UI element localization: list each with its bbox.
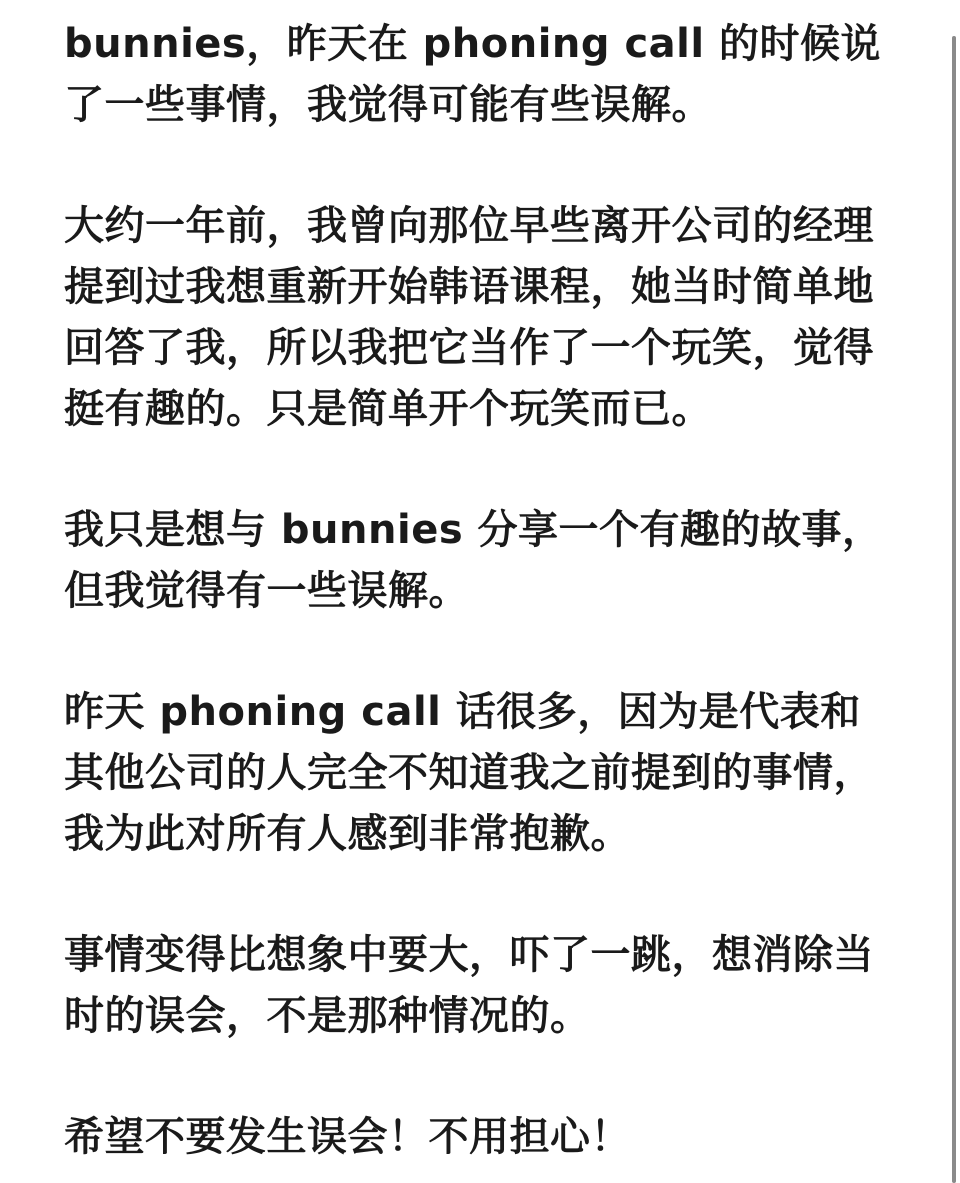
paragraph-1: bunnies，昨天在 phoning call 的时候说了一些事情，我觉得可能有些误解。 — [64, 21, 881, 128]
scrollbar[interactable] — [946, 0, 960, 1183]
paragraph-3: 我只是想与 bunnies 分享一个有趣的故事，但我觉得有一些误解。 — [64, 507, 883, 614]
paragraph-4: 昨天 phoning call 话很多，因为是代表和其他公司的人完全不知道我之前提到的事情，我为此对所有人感到非常抱歉。 — [64, 689, 874, 857]
message-body — [64, 14, 884, 1168]
paragraph-6: 希望不要发生误会！不用担心！ — [64, 1114, 631, 1160]
scrollbar-thumb[interactable] — [952, 36, 956, 1183]
paragraph-5: 事情变得比想象中要大，吓了一跳，想消除当时的误会，不是那种情况的。 — [64, 932, 874, 1039]
paragraph-2: 大约一年前，我曾向那位早些离开公司的经理提到过我想重新开始韩语课程，她当时简单地回答了我，所以我把它当作了一个玩笑，觉得挺有趣的。只是简单开个玩笑而已。 — [64, 203, 874, 432]
